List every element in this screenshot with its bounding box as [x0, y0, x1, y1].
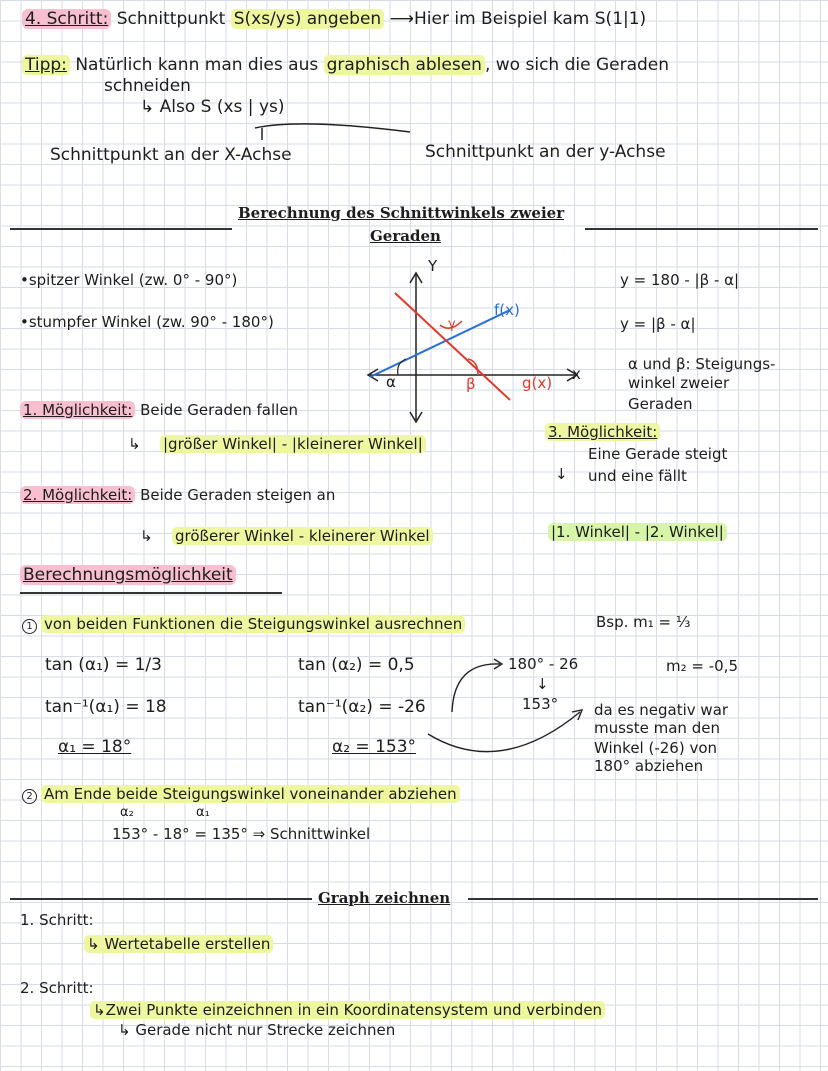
tip-line3: ↳ Also S (xs | ys)	[140, 97, 285, 117]
graph-step2-label: 2. Schritt:	[20, 979, 94, 997]
poss1-formula-text: |größer Winkel| - |kleinerer Winkel|	[160, 435, 426, 453]
divider-graph-right	[468, 898, 818, 900]
poss1-label: 1. Möglichkeit:	[20, 401, 135, 419]
angle-desc1: α und β: Steigungs-	[628, 355, 776, 373]
poss2-text: Beide Geraden steigen an	[140, 486, 336, 504]
poss3-formula-text: |1. Winkel| - |2. Winkel|	[548, 523, 727, 541]
poss3-label-text: 3. Möglichkeit:	[545, 423, 660, 441]
section-graph-title: Graph zeichnen	[318, 889, 451, 907]
poss3-arrow: ↓	[555, 465, 568, 483]
angle-desc3: Geraden	[628, 395, 693, 413]
calc-step2-text: Am Ende beide Steigungswinkel voneinander abziehen	[41, 785, 460, 803]
graph-step2-sub: ↳ Gerade nicht nur Strecke zeichnen	[118, 1021, 396, 1039]
calc-a2-text: α₂ = 153°	[332, 737, 417, 757]
diagram-beta: β	[466, 375, 476, 393]
tip-label: Tipp:	[22, 55, 70, 75]
poss1-text: Beide Geraden fallen	[140, 401, 299, 419]
calc-result: 153° - 18° = 135° ⇒ Schnittwinkel	[112, 825, 371, 843]
section-angle-title1: Berechnung des Schnittwinkels zweier	[238, 204, 565, 222]
graph-step1-text-value: ↳ Wertetabelle erstellen	[84, 935, 273, 953]
diagram-gamma: γ	[448, 317, 456, 332]
angle-desc2: winkel zweier	[628, 374, 730, 392]
diagram-fx: f(x)	[494, 301, 520, 319]
calc-sub-a1: α₁	[196, 805, 210, 820]
step4-arrow-text: ⟶Hier im Beispiel kam S(1|1)	[389, 9, 647, 29]
poss2-label: 2. Möglichkeit:	[20, 486, 135, 504]
angle-acute: •spitzer Winkel (zw. 0° - 90°)	[20, 271, 238, 289]
tip-y-axis: Schnittpunkt an der y-Achse	[425, 142, 666, 162]
calc-down-arrow: ↓	[536, 675, 549, 693]
step4-label: 4. Schritt:	[22, 9, 111, 29]
step4-text: Schnittpunkt	[116, 9, 226, 29]
calc-example: Bsp. m₁ = ⅓	[596, 613, 691, 631]
step4-coord: S(xs/ys) angeben	[231, 9, 385, 29]
graph-step2-text-value: ↳Zwei Punkte einzeichnen in ein Koordinatensystem und verbinden	[90, 1001, 605, 1019]
calc-note4: 180° abziehen	[594, 757, 704, 775]
calc-step1-num: 1	[22, 619, 37, 634]
calc-note2: musste man den	[594, 719, 720, 737]
calc-step1-text: von beiden Funktionen die Steigungswinkel ausrechnen	[41, 615, 465, 633]
angle-obtuse: •stumpfer Winkel (zw. 90° - 180°)	[20, 313, 274, 331]
tip-text-b: graphisch ablesen	[324, 55, 485, 75]
calc-atan-a2: tan⁻¹(α₂) = -26	[298, 697, 426, 717]
angle-formula2: y = |β - α|	[620, 315, 696, 333]
diagram-alpha: α	[386, 373, 396, 391]
calc-note3: Winkel (-26) von	[594, 739, 718, 757]
calc-tan-a1: tan (α₁) = 1/3	[45, 655, 162, 675]
calc-a1-text: α₁ = 18°	[58, 737, 132, 757]
calc-res153: 153°	[522, 695, 559, 713]
section-angle-title2: Geraden	[370, 227, 441, 245]
graph-step1-text	[84, 936, 273, 953]
diagram-y-label: Y	[428, 257, 438, 275]
graph-step1-label: 1. Schritt:	[20, 911, 94, 929]
poss3-line2: und eine fällt	[588, 467, 687, 485]
poss2-formula-text: größerer Winkel - kleinerer Winkel	[172, 527, 433, 545]
angle-formula1: y = 180 - |β - α|	[620, 271, 740, 289]
calc-m2: m₂ = -0,5	[666, 657, 738, 675]
calc-heading-text: Berechnungsmöglichkeit	[20, 565, 236, 585]
tip-x-axis: Schnittpunkt an der X-Achse	[50, 145, 292, 165]
diagram-x-label: x	[572, 365, 581, 383]
calc-tan-a2: tan (α₂) = 0,5	[298, 655, 415, 675]
poss3-line1: Eine Gerade steigt	[588, 445, 728, 463]
calc-step2	[22, 786, 460, 804]
calc-sub180: 180° - 26	[508, 655, 579, 673]
tip-line2: schneiden	[104, 76, 191, 96]
tip-text-c: , wo sich die Geraden	[484, 55, 670, 75]
calc-note1: da es negativ war	[594, 701, 729, 719]
calc-atan-a1: tan⁻¹(α₁) = 18	[45, 697, 167, 717]
poss2-arrow: ↳	[140, 527, 153, 545]
calc-step2-num: 2	[22, 789, 37, 804]
diagram-gx: g(x)	[522, 374, 553, 392]
tip-text-a: Natürlich kann man dies aus	[75, 55, 319, 75]
poss1-arrow: ↳	[128, 435, 141, 453]
graph-step2-text	[90, 1002, 605, 1019]
calc-sub-a2: α₂	[120, 805, 134, 820]
divider-graph-left	[10, 898, 312, 900]
